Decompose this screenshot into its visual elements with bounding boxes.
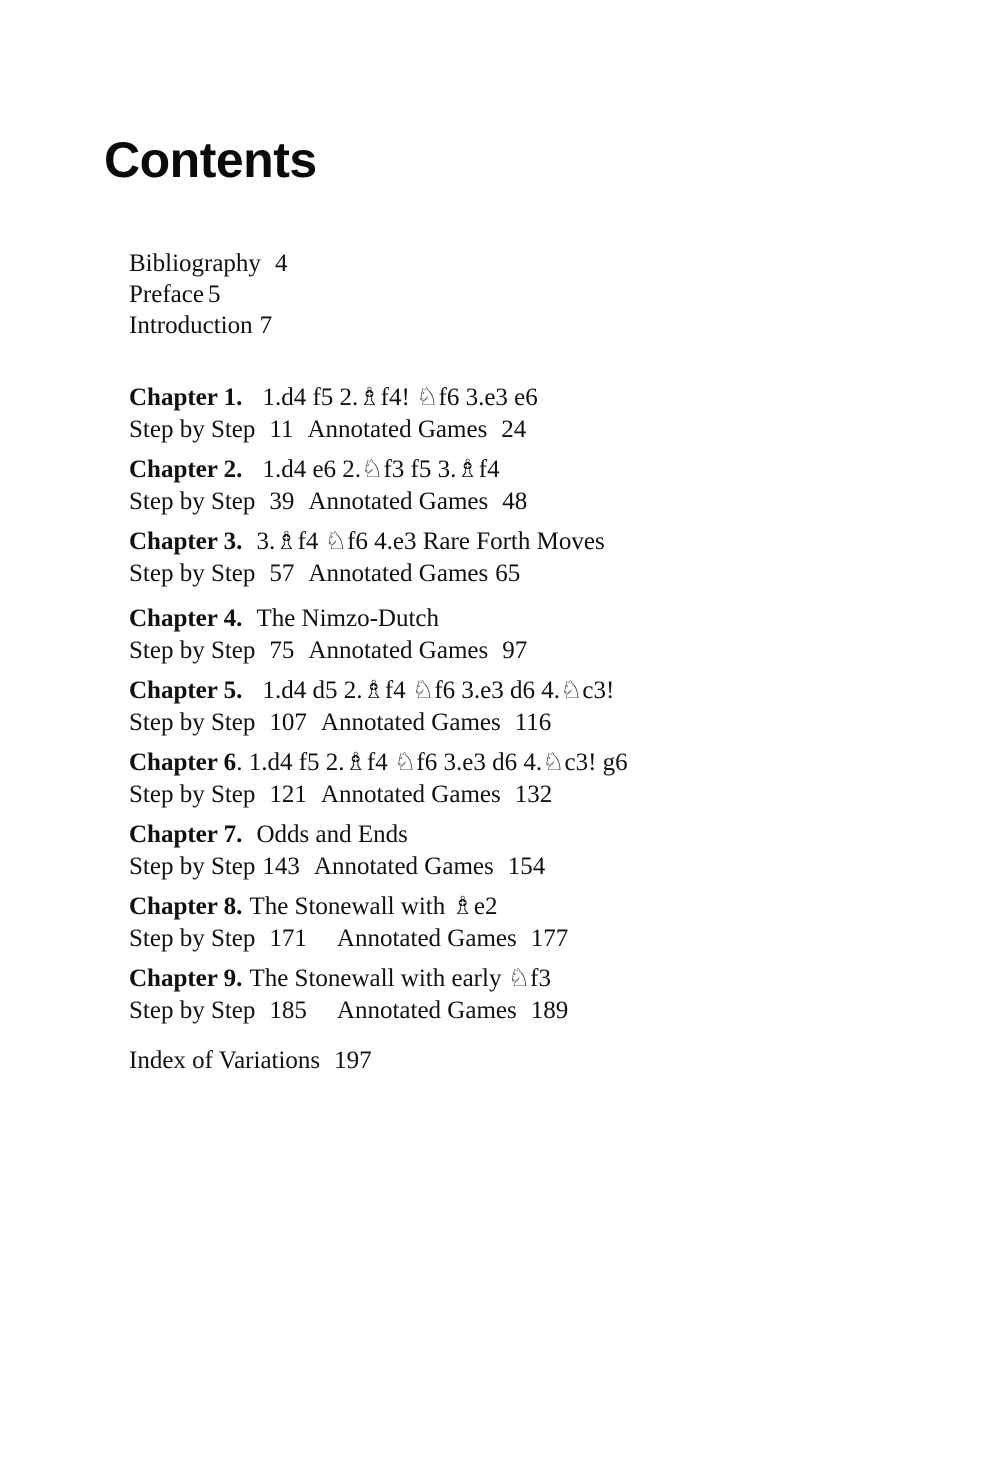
annotated-games-page[interactable]: 132 xyxy=(514,781,553,808)
chapter-label: Chapter 1. xyxy=(129,384,243,411)
step-by-step-label: Step by Step xyxy=(129,416,256,443)
step-by-step-label: Step by Step xyxy=(129,488,256,515)
annotated-games-label: Annotated Games xyxy=(308,637,489,664)
chapter-title: 1.d4 e6 2.♘f3 f5 3.♗f4 xyxy=(262,456,500,483)
step-by-step-label: Step by Step xyxy=(129,709,256,736)
step-by-step-label: Step by Step xyxy=(129,560,256,587)
entry-label: Index of Variations xyxy=(129,1047,321,1074)
chapter-title: The Nimzo-Dutch xyxy=(256,605,440,632)
step-by-step-page[interactable]: 171 xyxy=(269,925,307,952)
chapter-label: Chapter 8. xyxy=(129,893,243,920)
annotated-games-label: Annotated Games xyxy=(308,560,489,587)
entry-page: 197 xyxy=(334,1047,372,1074)
chapter-label: Chapter 6 xyxy=(129,749,237,776)
chapter-label: Chapter 3. xyxy=(129,528,243,555)
step-by-step-label: Step by Step xyxy=(129,853,256,880)
step-by-step-label: Step by Step xyxy=(129,637,256,664)
annotated-games-page[interactable]: 65 xyxy=(495,560,521,587)
entry-label: Introduction xyxy=(129,312,253,339)
annotated-games-page[interactable]: 189 xyxy=(530,997,569,1024)
step-by-step-page[interactable]: 185 xyxy=(269,997,307,1024)
step-by-step-label: Step by Step xyxy=(129,997,256,1024)
chapter-label: Chapter 2. xyxy=(129,456,243,483)
annotated-games-page[interactable]: 177 xyxy=(530,925,569,952)
chapter-title: The Stonewall with ♗e2 xyxy=(249,893,498,920)
annotated-games-label: Annotated Games xyxy=(308,488,489,515)
step-by-step-page[interactable]: 39 xyxy=(269,488,295,515)
chapter-label: Chapter 5. xyxy=(129,677,243,704)
annotated-games-label: Annotated Games xyxy=(313,853,494,880)
step-by-step-page[interactable]: 107 xyxy=(269,709,307,736)
annotated-games-label: Annotated Games xyxy=(320,709,501,736)
chapter-title: 1.d4 f5 2.♗f4! ♘f6 3.e3 e6 xyxy=(262,384,538,411)
chapter-label: Chapter 7. xyxy=(129,821,243,848)
step-by-step-page[interactable]: 143 xyxy=(262,853,300,880)
chapter-title: 1.d4 d5 2.♗f4 ♘f6 3.e3 d6 4.♘c3! xyxy=(262,677,615,704)
entry-page: 5 xyxy=(207,281,221,308)
step-by-step-page[interactable]: 57 xyxy=(269,560,295,587)
chapter-title: The Stonewall with early ♘f3 xyxy=(249,965,551,992)
toc-entry-index-of-variations[interactable] xyxy=(104,1013,372,1109)
step-by-step-label: Step by Step xyxy=(129,781,256,808)
step-by-step-page[interactable]: 121 xyxy=(269,781,307,808)
annotated-games-label: Annotated Games xyxy=(307,416,488,443)
page-title: Contents xyxy=(104,132,317,188)
annotated-games-label: Annotated Games xyxy=(336,997,517,1024)
annotated-games-page[interactable]: 48 xyxy=(502,488,528,515)
annotated-games-label: Annotated Games xyxy=(320,781,501,808)
chapter-title: Odds and Ends xyxy=(256,821,408,848)
chapter-title: . 1.d4 f5 2.♗f4 ♘f6 3.e3 d6 4.♘c3! g6 xyxy=(236,749,628,776)
annotated-games-page[interactable]: 116 xyxy=(514,709,552,736)
annotated-games-page[interactable]: 24 xyxy=(501,416,527,443)
entry-label: Bibliography xyxy=(129,250,261,277)
chapter-title: 3.♗f4 ♘f6 4.e3 Rare Forth Moves xyxy=(256,528,605,555)
chapter-label: Chapter 4. xyxy=(129,605,243,632)
chapter-label: Chapter 9. xyxy=(129,965,243,992)
annotated-games-page[interactable]: 97 xyxy=(502,637,528,664)
entry-page: 4 xyxy=(274,250,288,277)
entry-label: Preface xyxy=(129,281,204,308)
step-by-step-label: Step by Step xyxy=(129,925,256,952)
annotated-games-page[interactable]: 154 xyxy=(507,853,546,880)
step-by-step-page[interactable]: 75 xyxy=(269,637,295,664)
step-by-step-page[interactable]: 11 xyxy=(269,416,294,443)
annotated-games-label: Annotated Games xyxy=(336,925,517,952)
entry-page: 7 xyxy=(259,312,273,339)
